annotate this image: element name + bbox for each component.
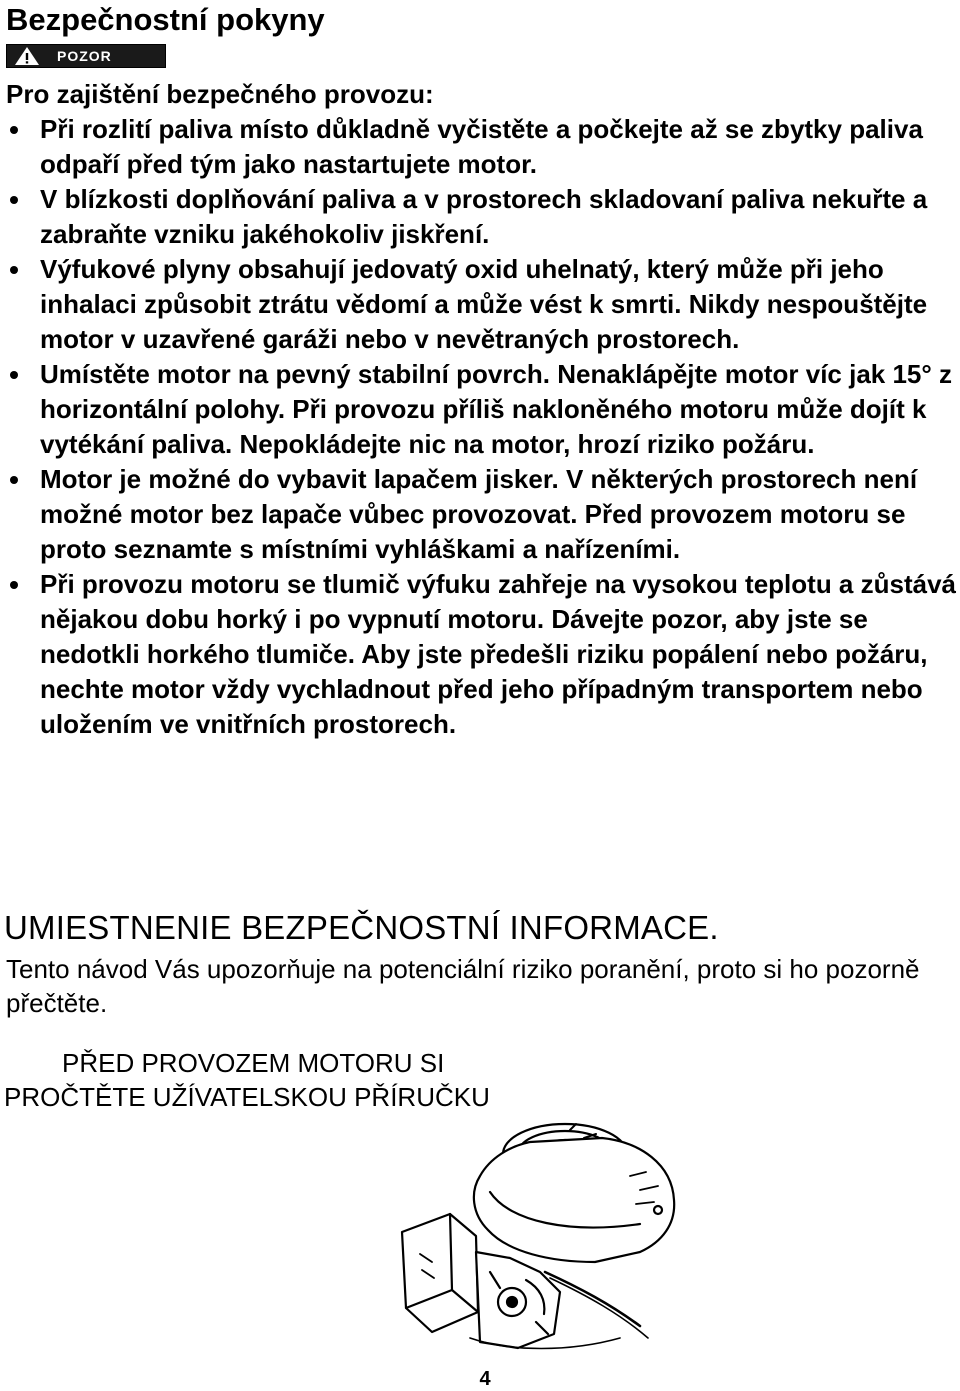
list-item bbox=[0, 182, 960, 252]
rule-text: Umístěte motor na pevný stabilní povrch. Nenaklápějte motor víc jak 15° z horizontální polohy. Při provozu příliš nakloněného motoru může dojít k vytékání paliva. Nepokládejte nic na motor, hrozí riziko požáru. bbox=[40, 359, 953, 459]
list-item bbox=[0, 567, 960, 742]
section-title: UMIESTNENIE BEZPEČNOSTNÍ INFORMACE. bbox=[4, 909, 719, 946]
notice-line-1: PŘED PROVOZEM MOTORU SI bbox=[62, 1048, 445, 1078]
list-item bbox=[0, 462, 960, 567]
list-item bbox=[0, 252, 960, 357]
bullet-icon bbox=[10, 581, 18, 589]
page-title: Bezpečnostní pokyny bbox=[6, 2, 325, 37]
list-item bbox=[0, 357, 960, 462]
notice-line-2: PROČTĚTE UŽÍVATELSKOU PŘÍRUČKU bbox=[4, 1082, 490, 1112]
bullet-icon bbox=[10, 476, 18, 484]
bullet-icon bbox=[10, 196, 18, 204]
rule-text: Při provozu motoru se tlumič výfuku zahřeje na vysokou teplotu a zůstává nějakou dobu horký i po vypnutí motoru. Dávejte pozor, aby jste se nedotkli horkého tlumiče. Aby jste předešli riziku popálení nebo požáru, nechte motor vždy vychladnout před jeho případným transportem nebo uložením ve vnitřních prostorech. bbox=[40, 569, 956, 739]
section-body: Tento návod Vás upozorňuje na potenciální riziko poranění, proto si ho pozorně přečtěte. bbox=[6, 954, 920, 1018]
bullet-icon bbox=[10, 371, 18, 379]
warning-badge bbox=[6, 44, 166, 68]
rule-text: Výfukové plyny obsahují jedovatý oxid uhelnatý, který může při jeho inhalaci způsobit ztrátu vědomí a může vést k smrti. Nikdy nespouštějte motor v uzavřené garáži nebo v nevětraných prostorech. bbox=[40, 254, 928, 354]
engine-illustration-icon bbox=[340, 1112, 680, 1352]
warning-triangle-icon bbox=[7, 45, 47, 67]
intro-text: Pro zajištění bezpečného provozu: bbox=[6, 79, 434, 109]
warning-badge-label: POZOR bbox=[57, 48, 112, 64]
page-number: 4 bbox=[479, 1368, 491, 1390]
safety-rules-list bbox=[0, 112, 960, 742]
bullet-icon bbox=[10, 126, 18, 134]
rule-text: Při rozlití paliva místo důkladně vyčistěte a počkejte až se zbytky paliva odpaří před tým jako nastartujete motor. bbox=[40, 114, 923, 179]
bullet-icon bbox=[10, 266, 18, 274]
rule-text: Motor je možné do vybavit lapačem jisker. V některých prostorech není možné motor bez lapače vůbec provozovat. Před provozem motoru se proto seznamte s místními vyhláškami a nařízeními. bbox=[40, 464, 918, 564]
list-item bbox=[0, 112, 960, 182]
rule-text: V blízkosti doplňování paliva a v prostorech skladovaní paliva nekuřte a zabraňte vzniku jakéhokoliv jiskření. bbox=[40, 184, 928, 249]
